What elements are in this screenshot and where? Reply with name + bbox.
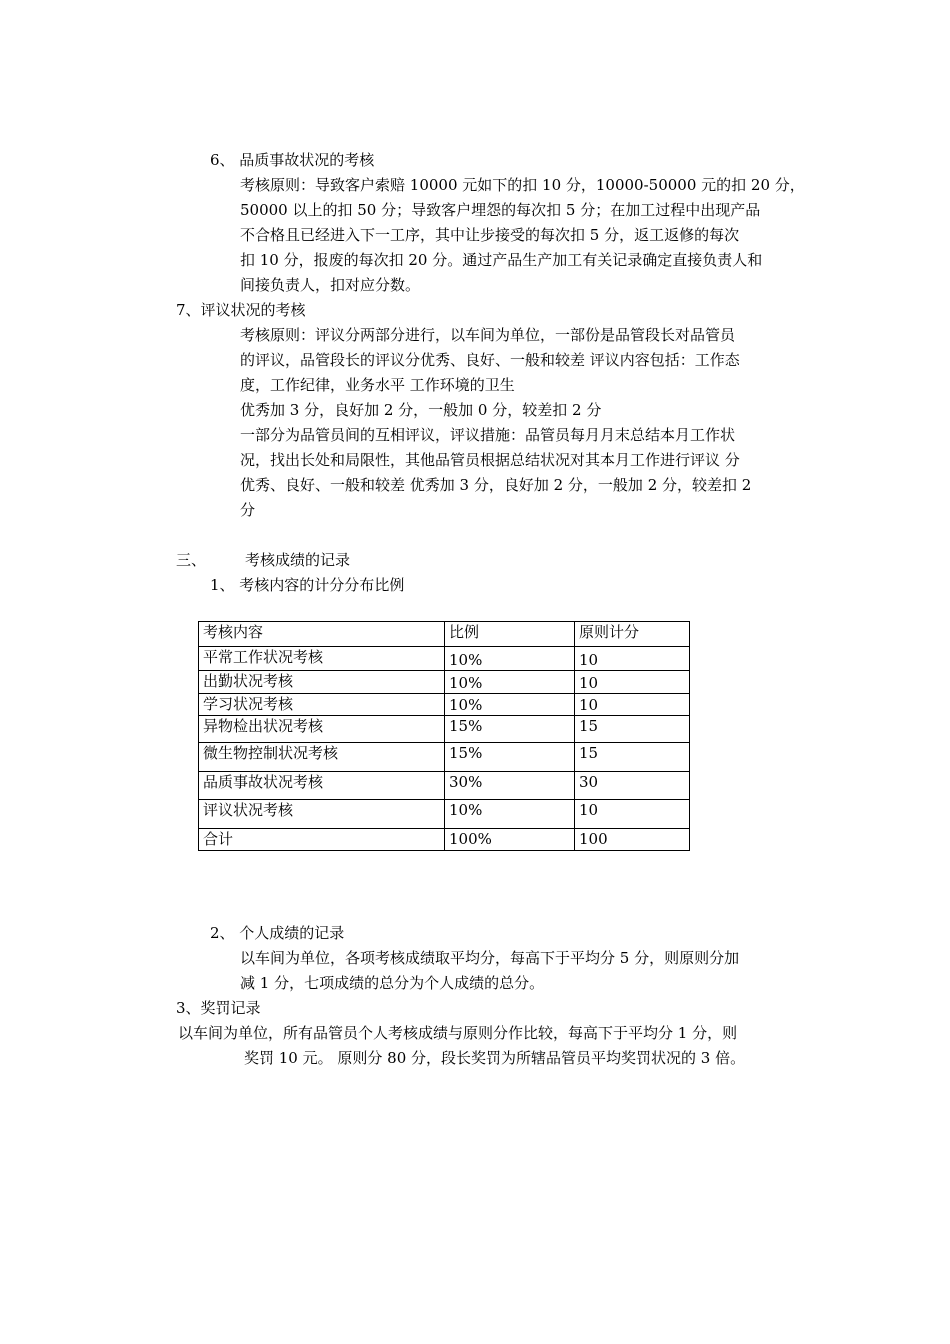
row-label: 品质事故状况考核 bbox=[199, 772, 445, 800]
subsection-2-line-2: 减 1 分，七项成绩的总分为个人成绩的总分。 bbox=[240, 974, 545, 992]
section-7-line-8: 分 bbox=[240, 501, 256, 519]
row-score: 30 bbox=[575, 772, 690, 800]
section-7-line-4: 优秀加 3 分，良好加 2 分，一般加 0 分，较差扣 2 分 bbox=[240, 401, 602, 419]
part-3-heading: 考核成绩的记录 bbox=[245, 551, 351, 569]
row-ratio: 10% bbox=[445, 647, 575, 671]
table-row bbox=[199, 800, 690, 829]
row-score: 10 bbox=[575, 671, 690, 694]
row-score: 15 bbox=[575, 743, 690, 772]
section-7-line-7: 优秀、良好、一般和较差 优秀加 3 分，良好加 2 分，一般加 2 分，较差扣 2 bbox=[240, 476, 752, 494]
section-7-title: 7、评议状况的考核 bbox=[176, 301, 306, 319]
row-score: 15 bbox=[575, 716, 690, 743]
section-6-line-3: 不合格且已经进入下一工序，其中让步接受的每次扣 5 分，返工返修的每次 bbox=[240, 226, 740, 244]
subsection-2-title: 2、 个人成绩的记录 bbox=[210, 924, 345, 942]
section-7-line-2: 的评议，品管段长的评议分优秀、良好、一般和较差 评议内容包括：工作态 bbox=[240, 351, 740, 369]
table-header-row bbox=[199, 622, 690, 647]
subsection-3-title: 3、奖罚记录 bbox=[176, 999, 261, 1017]
part-3-number: 三、 bbox=[176, 551, 207, 569]
header-cell-score: 原则计分 bbox=[575, 622, 690, 647]
total-ratio: 100% bbox=[445, 829, 575, 851]
section-7-line-1: 考核原则：评议分两部分进行，以车间为单位，一部份是品管段长对品管员 bbox=[240, 326, 736, 344]
section-6-line-2: 50000 以上的扣 50 分；导致客户埋怨的每次扣 5 分；在加工过程中出现产品 bbox=[240, 201, 761, 219]
row-ratio: 10% bbox=[445, 671, 575, 694]
subsection-3-line-1: 以车间为单位，所有品管员个人考核成绩与原则分作比较，每高下于平均分 1 分，则 bbox=[178, 1024, 738, 1042]
row-ratio: 10% bbox=[445, 800, 575, 829]
row-ratio: 15% bbox=[445, 743, 575, 772]
total-label: 合计 bbox=[199, 829, 445, 851]
section-6-line-4: 扣 10 分，报废的每次扣 20 分。通过产品生产加工有关记录确定直接负责人和 bbox=[240, 251, 763, 269]
section-7-line-6: 况，找出长处和局限性，其他品管员根据总结状况对其本月工作进行评议 分 bbox=[240, 451, 740, 469]
row-label: 异物检出状况考核 bbox=[199, 716, 445, 743]
header-cell-ratio: 比例 bbox=[445, 622, 575, 647]
table-total-row bbox=[199, 829, 690, 851]
subsection-3-line-2: 奖罚 10 元。 原则分 80 分，段长奖罚为所辖品管员平均奖罚状况的 3 倍。 bbox=[244, 1049, 746, 1067]
table-row bbox=[199, 671, 690, 694]
row-label: 出勤状况考核 bbox=[199, 671, 445, 694]
table-row bbox=[199, 716, 690, 743]
subsection-2-line-1: 以车间为单位，各项考核成绩取平均分，每高下于平均分 5 分，则原则分加 bbox=[240, 949, 740, 967]
row-ratio: 15% bbox=[445, 716, 575, 743]
header-cell-content: 考核内容 bbox=[199, 622, 445, 647]
row-label: 微生物控制状况考核 bbox=[199, 743, 445, 772]
row-ratio: 30% bbox=[445, 772, 575, 800]
row-label: 平常工作状况考核 bbox=[199, 647, 445, 671]
row-label: 评议状况考核 bbox=[199, 800, 445, 829]
table-row bbox=[199, 694, 690, 716]
section-7-line-5: 一部分为品管员间的互相评议，评议措施：品管员每月月末总结本月工作状 bbox=[240, 426, 736, 444]
section-7-line-3: 度，工作纪律，业务水平 工作环境的卫生 bbox=[240, 376, 515, 394]
section-6-title: 6、 品质事故状况的考核 bbox=[210, 151, 375, 169]
score-distribution-table bbox=[198, 621, 690, 851]
row-ratio: 10% bbox=[445, 694, 575, 716]
table-row bbox=[199, 743, 690, 772]
row-score: 10 bbox=[575, 800, 690, 829]
total-score: 100 bbox=[575, 829, 690, 851]
section-6-line-5: 间接负责人，扣对应分数。 bbox=[240, 276, 421, 294]
row-score: 10 bbox=[575, 694, 690, 716]
row-score: 10 bbox=[575, 647, 690, 671]
table-row bbox=[199, 647, 690, 671]
section-6-line-1: 考核原则：导致客户索赔 10000 元如下的扣 10 分，10000-50000 元的扣 20 分， bbox=[240, 176, 805, 194]
subsection-1-title: 1、 考核内容的计分分布比例 bbox=[210, 576, 405, 594]
table-row bbox=[199, 772, 690, 800]
row-label: 学习状况考核 bbox=[199, 694, 445, 716]
